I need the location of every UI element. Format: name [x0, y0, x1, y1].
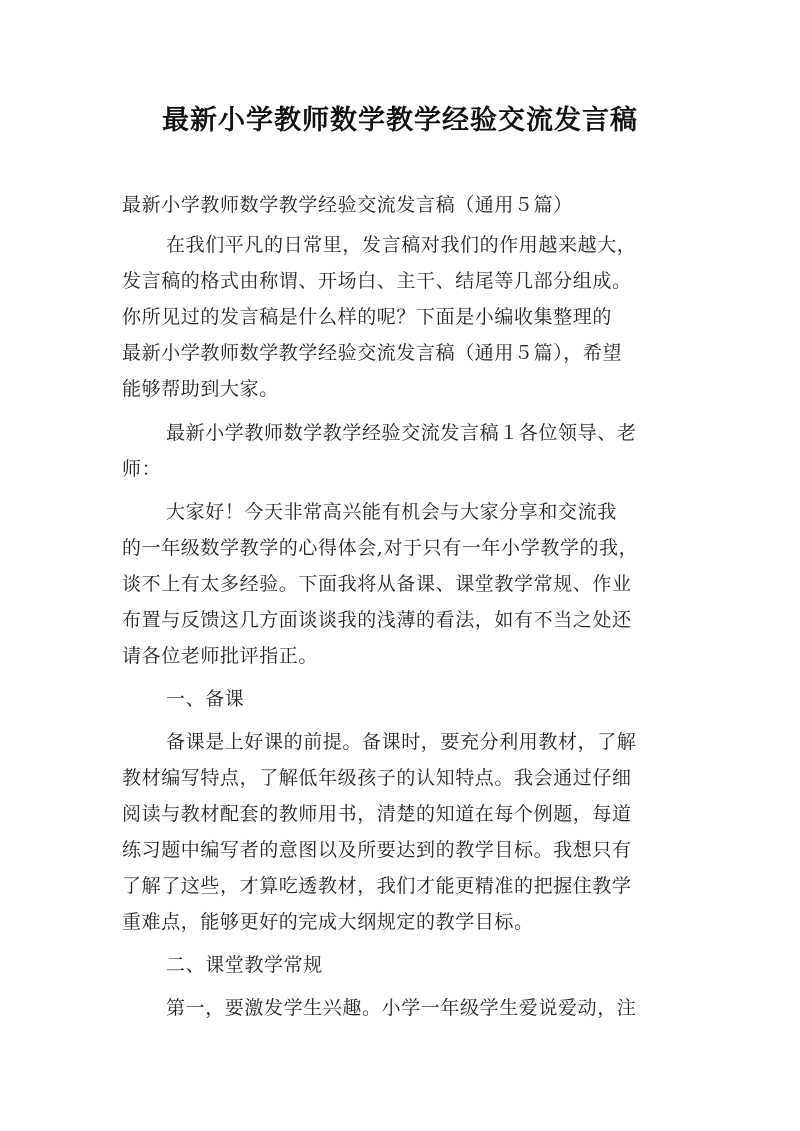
document-title: 最新小学教师数学教学经验交流发言稿	[162, 105, 638, 136]
paragraph-line: 阅读与教材配套的教师用书，清楚的知道在每个例题，每道	[122, 803, 632, 825]
paragraph-line: 备课是上好课的前提。备课时，要充分利用教材，了解	[166, 731, 637, 753]
paragraph-line: 谈不上有太多经验。下面我将从备课、课堂教学常规、作业	[122, 573, 632, 595]
paragraph-line: 的一年级数学教学的心得体会,对于只有一年小学教学的我，	[122, 537, 639, 559]
subtitle-line: 最新小学教师数学教学经验交流发言稿（通用５篇）	[122, 194, 573, 216]
section-heading: 二、课堂教学常规	[166, 954, 323, 976]
paragraph-line: 师：	[122, 458, 162, 480]
section-heading: 一、备课	[166, 688, 245, 710]
paragraph-line: 大家好！今天非常高兴能有机会与大家分享和交流我	[166, 501, 617, 523]
paragraph-line: 最新小学教师数学教学经验交流发言稿１各位领导、老	[166, 422, 637, 444]
paragraph-line: 了解了这些，才算吃透教材，我们才能更精准的把握住教学	[122, 875, 632, 897]
paragraph-line: 布置与反馈这几方面谈谈我的浅薄的看法，如有不当之处还	[122, 609, 632, 631]
paragraph-line: 发言稿的格式由称谓、开场白、主干、结尾等几部分组成。	[122, 270, 632, 292]
paragraph-line: 最新小学教师数学教学经验交流发言稿（通用５篇），希望	[122, 342, 623, 364]
paragraph-line: 教材编写特点，了解低年级孩子的认知特点。我会通过仔细	[122, 767, 632, 789]
paragraph-line: 你所见过的发言稿是什么样的呢？下面是小编收集整理的	[122, 306, 613, 328]
paragraph-line: 在我们平凡的日常里，发言稿对我们的作用越来越大，	[166, 234, 637, 256]
paragraph-line: 能够帮助到大家。	[122, 378, 279, 400]
paragraph-line: 请各位老师批评指正。	[122, 645, 319, 667]
paragraph-line: 第一，要激发学生兴趣。小学一年级学生爱说爱动，注	[166, 997, 637, 1019]
paragraph-line: 重难点，能够更好的完成大纲规定的教学目标。	[122, 911, 534, 933]
paragraph-line: 练习题中编写者的意图以及所要达到的教学目标。我想只有	[122, 839, 632, 861]
